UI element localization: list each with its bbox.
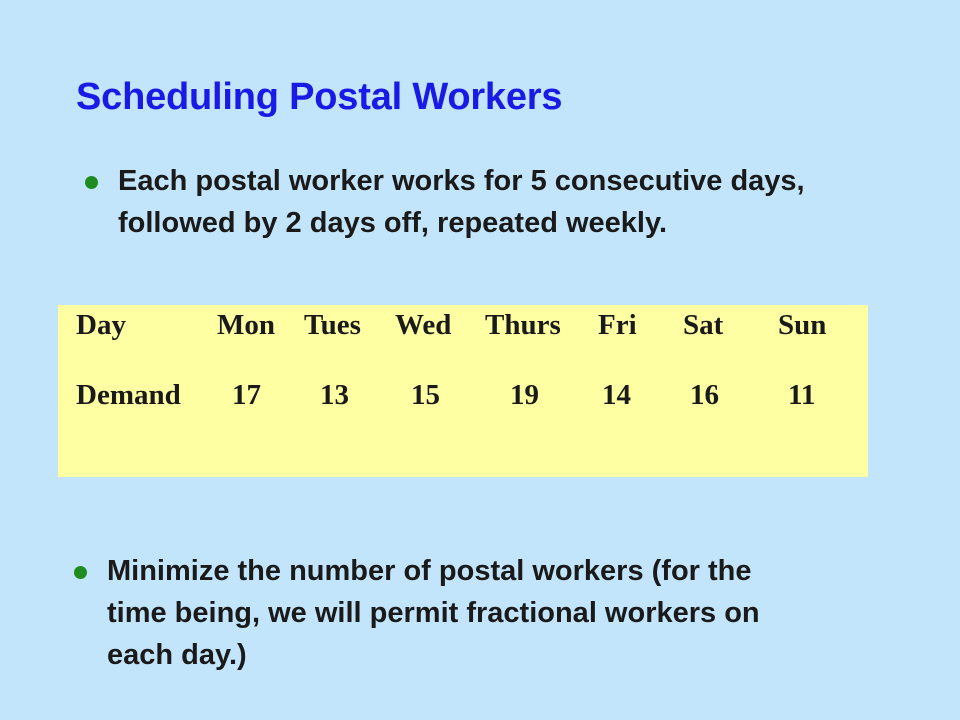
demand-table [58, 305, 868, 477]
demand-value: 19 [510, 379, 539, 411]
demand-value: 11 [788, 379, 816, 411]
slide-title: Scheduling Postal Workers [76, 76, 563, 118]
bullet-line: Each postal worker works for 5 consecutive days, [118, 165, 805, 197]
demand-value: 17 [232, 379, 261, 411]
bullet-point [107, 550, 907, 676]
day-header: Thurs [485, 309, 561, 341]
day-header: Tues [304, 309, 361, 341]
day-header: Wed [395, 309, 452, 341]
day-header: Sat [683, 309, 724, 341]
bullet-line: each day.) [107, 639, 247, 671]
bullet-line: time being, we will permit fractional workers on [107, 597, 760, 629]
demand-value: 16 [690, 379, 719, 411]
bullet-line: followed by 2 days off, repeated weekly. [118, 207, 668, 239]
row-label-demand: Demand [76, 379, 181, 411]
bullet-dot-icon [85, 176, 98, 189]
day-header: Fri [598, 309, 637, 341]
demand-value: 13 [320, 379, 349, 411]
day-header: Mon [217, 309, 275, 341]
demand-value: 14 [602, 379, 631, 411]
row-label-day: Day [76, 309, 126, 341]
bullet-point [118, 160, 918, 244]
bullet-line: Minimize the number of postal workers (for the [107, 555, 752, 587]
demand-value: 15 [411, 379, 440, 411]
bullet-dot-icon [74, 566, 87, 579]
day-header: Sun [778, 309, 827, 341]
